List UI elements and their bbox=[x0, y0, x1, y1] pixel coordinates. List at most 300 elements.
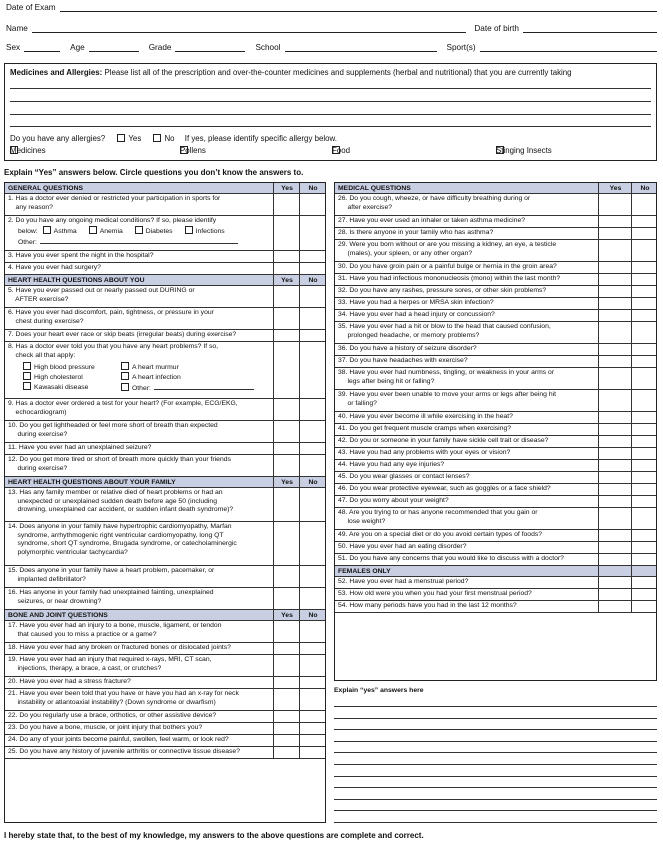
yes-column-label: Yes bbox=[281, 185, 293, 192]
date-of-exam-field[interactable] bbox=[60, 2, 657, 12]
question-text: 48. Are you trying to or has anyone recommended that you gain or lose weight? bbox=[338, 509, 538, 525]
section-title: MEDICAL QUESTIONS bbox=[338, 185, 411, 192]
no-cell[interactable] bbox=[299, 330, 326, 341]
yes-cell[interactable] bbox=[273, 711, 300, 722]
question-row bbox=[335, 496, 656, 508]
school-label: School bbox=[255, 43, 281, 52]
no-cell[interactable] bbox=[631, 356, 658, 367]
no-cell[interactable] bbox=[631, 216, 658, 227]
yes-cell[interactable] bbox=[273, 342, 300, 398]
question-text: 50. Have you ever had an eating disorder? bbox=[338, 543, 467, 550]
question-row bbox=[5, 443, 325, 455]
question-row bbox=[335, 310, 656, 322]
question-text: 45. Do you wear glasses or contact lenses? bbox=[338, 473, 470, 480]
heart-condition-option bbox=[23, 362, 95, 373]
yes-cell[interactable] bbox=[598, 424, 632, 435]
no-column-label: No bbox=[308, 185, 318, 192]
medicines-write-line[interactable] bbox=[10, 88, 651, 89]
allergy-no-checkbox[interactable] bbox=[153, 134, 161, 142]
no-cell[interactable] bbox=[631, 448, 658, 459]
question-text: 47. Do you worry about your weight? bbox=[338, 497, 449, 504]
yes-cell bbox=[273, 183, 300, 193]
no-cell[interactable] bbox=[299, 566, 326, 587]
question-row bbox=[335, 508, 656, 530]
question-row bbox=[335, 240, 656, 262]
question-row bbox=[335, 344, 656, 356]
question-row bbox=[5, 194, 325, 216]
allergy-yes-label: Yes bbox=[128, 134, 142, 143]
question-text: 2. Do you have any ongoing medical conditions? If so, please identify bbox=[8, 217, 217, 224]
question-text: 9. Has a doctor ever ordered a test for your heart? (For example, ECG/EKG, echocardiogram) bbox=[8, 400, 238, 416]
question-text: 42. Do you or someone in your family have sickle cell trait or disease? bbox=[338, 437, 549, 444]
condition-label: Diabetes bbox=[145, 228, 173, 235]
yes-cell[interactable] bbox=[598, 530, 632, 541]
no-cell[interactable] bbox=[299, 308, 326, 329]
question-text: 51. Do you have any concerns that you would like to discuss with a doctor? bbox=[338, 555, 564, 562]
question-text: 14. Does anyone in your family have hypertrophic cardiomyopathy, Marfan syndrome, arrhythmogenic right ventricular cardiomyopathy, long QT syndrome, short QT syndrome, Brugada syndrome, or catecholaminergic polymorphic ventricular tachycardia? bbox=[8, 523, 237, 556]
heart-condition-label: High blood pressure bbox=[34, 364, 95, 371]
yes-cell[interactable] bbox=[598, 216, 632, 227]
yes-column-label: Yes bbox=[281, 479, 293, 486]
no-cell[interactable] bbox=[631, 194, 658, 215]
no-cell[interactable] bbox=[299, 286, 326, 307]
no-cell[interactable] bbox=[299, 251, 326, 262]
allergy-type-label: Stinging Insects bbox=[496, 146, 552, 155]
condition-checkbox[interactable] bbox=[135, 226, 143, 234]
no-cell[interactable] bbox=[299, 655, 326, 676]
no-cell[interactable] bbox=[299, 263, 326, 274]
yes-cell[interactable] bbox=[598, 390, 632, 411]
yes-cell[interactable] bbox=[598, 322, 632, 343]
yes-cell[interactable] bbox=[598, 508, 632, 529]
question-text: 38. Have you ever had numbness, tingling, or weakness in your arms or legs after being hit or falling? bbox=[338, 369, 555, 385]
medicines-intro bbox=[10, 68, 572, 77]
yes-cell[interactable] bbox=[273, 399, 300, 420]
no-cell[interactable] bbox=[299, 588, 326, 609]
question-row bbox=[5, 588, 325, 610]
yes-cell[interactable] bbox=[598, 412, 632, 423]
question-text: 4. Have you ever had surgery? bbox=[8, 264, 101, 271]
allergy-yes-checkbox[interactable] bbox=[117, 134, 125, 142]
no-cell[interactable] bbox=[299, 747, 326, 758]
allergy-note: If yes, please identify specific allergy below. bbox=[184, 134, 337, 143]
yes-cell[interactable] bbox=[273, 330, 300, 341]
below-label: below: bbox=[18, 228, 38, 235]
yes-cell[interactable] bbox=[273, 643, 300, 654]
no-cell[interactable] bbox=[631, 589, 658, 600]
heart-condition-checkbox[interactable] bbox=[121, 372, 129, 380]
no-cell[interactable] bbox=[631, 412, 658, 423]
yes-cell[interactable] bbox=[598, 554, 632, 565]
no-cell[interactable] bbox=[631, 286, 658, 297]
yes-cell[interactable] bbox=[273, 308, 300, 329]
question-text: 53. How old were you when you had your first menstrual period? bbox=[338, 590, 532, 597]
no-cell[interactable] bbox=[631, 496, 658, 507]
sex-field[interactable] bbox=[24, 42, 60, 52]
question-text: 44. Have you had any eye injuries? bbox=[338, 461, 445, 468]
grade-field[interactable] bbox=[175, 42, 245, 52]
heart-condition-checkbox[interactable] bbox=[121, 362, 129, 370]
yes-cell[interactable] bbox=[598, 484, 632, 495]
yes-cell[interactable] bbox=[598, 460, 632, 471]
question-text: 17. Have you ever had an injury to a bone, muscle, ligament, or tendon that caused you to miss a practice or a game? bbox=[8, 622, 222, 638]
question-text: 46. Do you wear protective eyewear, such as goggles or a face shield? bbox=[338, 485, 551, 492]
section-header bbox=[335, 183, 656, 194]
no-cell[interactable] bbox=[299, 342, 326, 398]
yes-cell[interactable] bbox=[598, 262, 632, 273]
no-cell[interactable] bbox=[631, 530, 658, 541]
no-cell bbox=[299, 477, 326, 487]
no-cell[interactable] bbox=[631, 460, 658, 471]
condition-checkbox[interactable] bbox=[185, 226, 193, 234]
explain-write-line[interactable] bbox=[334, 787, 657, 788]
medicines-write-line[interactable] bbox=[10, 114, 651, 115]
no-cell[interactable] bbox=[299, 723, 326, 734]
medicines-write-line[interactable] bbox=[10, 126, 651, 127]
no-cell[interactable] bbox=[631, 436, 658, 447]
no-cell[interactable] bbox=[299, 677, 326, 688]
question-row bbox=[335, 601, 656, 613]
section-title: GENERAL QUESTIONS bbox=[8, 185, 84, 192]
question-row bbox=[335, 554, 656, 566]
heart-condition-option bbox=[23, 382, 88, 393]
heart-condition-label: A heart infection bbox=[132, 374, 181, 381]
question-text: 15. Does anyone in your family have a heart problem, pacemaker, or implanted defibrillator? bbox=[8, 567, 215, 583]
question-row bbox=[335, 577, 656, 589]
question-row bbox=[335, 448, 656, 460]
no-cell[interactable] bbox=[631, 542, 658, 553]
explain-yes-here-label: Explain “yes” answers here bbox=[334, 687, 424, 694]
no-cell[interactable] bbox=[631, 240, 658, 261]
no-cell[interactable] bbox=[299, 421, 326, 442]
question-row bbox=[5, 566, 325, 588]
heart-condition-checkbox[interactable] bbox=[23, 382, 31, 390]
no-cell[interactable] bbox=[631, 274, 658, 285]
explain-write-line[interactable] bbox=[334, 799, 657, 800]
question-row bbox=[335, 274, 656, 286]
question-text: 30. Do you have groin pain or a painful bulge or hernia in the groin area? bbox=[338, 263, 557, 270]
question-row bbox=[5, 308, 325, 330]
question-text: 8. Has a doctor ever told you that you have any heart problems? If so, check all that apply: bbox=[8, 343, 219, 359]
question-row bbox=[335, 368, 656, 390]
no-cell bbox=[299, 610, 326, 620]
section-title: HEART HEALTH QUESTIONS ABOUT YOU bbox=[8, 277, 145, 284]
yes-cell[interactable] bbox=[273, 723, 300, 734]
question-row bbox=[335, 484, 656, 496]
other-label: Other: bbox=[18, 239, 37, 246]
question-text: 19. Have you ever had an injury that required x-rays, MRI, CT scan, injections, therapy, a brace, a cast, or crutches? bbox=[8, 656, 212, 672]
explain-write-line[interactable] bbox=[334, 741, 657, 742]
question-row bbox=[335, 460, 656, 472]
condition-options bbox=[18, 226, 232, 237]
yes-cell[interactable] bbox=[598, 542, 632, 553]
question-text: 25. Do you have any history of juvenile arthritis or connective tissue disease? bbox=[8, 748, 240, 755]
medicines-write-line[interactable] bbox=[10, 101, 651, 102]
no-column-label: No bbox=[308, 277, 318, 284]
no-cell[interactable] bbox=[631, 390, 658, 411]
question-row bbox=[335, 589, 656, 601]
question-row bbox=[5, 677, 325, 689]
question-row bbox=[335, 194, 656, 216]
question-text: 52. Have you ever had a menstrual period? bbox=[338, 578, 469, 585]
no-cell[interactable] bbox=[299, 522, 326, 565]
no-cell[interactable] bbox=[299, 216, 326, 250]
explain-write-line[interactable] bbox=[334, 810, 657, 811]
no-cell[interactable] bbox=[631, 228, 658, 239]
section-title: HEART HEALTH QUESTIONS ABOUT YOUR FAMILY bbox=[8, 479, 176, 486]
medicines-text: Please list all of the prescription and over-the-counter medicines and supplements (herbal and nutritional) that you are currently taking bbox=[104, 68, 572, 77]
no-cell bbox=[299, 275, 326, 285]
yes-cell[interactable] bbox=[598, 194, 632, 215]
question-text: 40. Have you ever become ill while exercising in the heat? bbox=[338, 413, 513, 420]
yes-cell[interactable] bbox=[273, 588, 300, 609]
section-header bbox=[335, 566, 656, 577]
yes-cell[interactable] bbox=[273, 194, 300, 215]
yes-cell[interactable] bbox=[273, 263, 300, 274]
question-row bbox=[335, 412, 656, 424]
yes-cell[interactable] bbox=[273, 747, 300, 758]
sex-label: Sex bbox=[6, 43, 21, 52]
yes-cell[interactable] bbox=[273, 286, 300, 307]
no-cell bbox=[631, 183, 658, 193]
question-row bbox=[335, 298, 656, 310]
explain-write-line[interactable] bbox=[334, 706, 657, 707]
question-text: 1. Has a doctor ever denied or restricted your participation in sports for any reason? bbox=[8, 195, 221, 211]
question-row bbox=[5, 655, 325, 677]
question-text: 3. Have you ever spent the night in the hospital? bbox=[8, 252, 154, 259]
yes-cell[interactable] bbox=[273, 566, 300, 587]
no-column-label: No bbox=[640, 185, 650, 192]
date-of-exam-row bbox=[6, 2, 657, 12]
yes-cell[interactable] bbox=[598, 240, 632, 261]
allergy-type-label: Pollens bbox=[180, 146, 206, 155]
yes-cell[interactable] bbox=[598, 472, 632, 483]
condition-label: Asthma bbox=[53, 228, 77, 235]
explain-write-line[interactable] bbox=[334, 822, 657, 823]
section-title: FEMALES ONLY bbox=[338, 568, 391, 575]
yes-cell[interactable] bbox=[598, 356, 632, 367]
question-row bbox=[5, 421, 325, 443]
no-column-label: No bbox=[308, 479, 318, 486]
question-row bbox=[335, 542, 656, 554]
heart-condition-checkbox[interactable] bbox=[121, 383, 129, 391]
question-row bbox=[335, 216, 656, 228]
yes-column-label: Yes bbox=[281, 277, 293, 284]
name-field[interactable] bbox=[32, 23, 467, 33]
question-row bbox=[335, 472, 656, 484]
heart-condition-option bbox=[121, 362, 179, 373]
question-row bbox=[5, 689, 325, 711]
yes-cell[interactable] bbox=[273, 522, 300, 565]
yes-cell[interactable] bbox=[598, 298, 632, 309]
name-label: Name bbox=[6, 24, 28, 33]
no-cell[interactable] bbox=[299, 455, 326, 476]
no-cell[interactable] bbox=[631, 484, 658, 495]
allergy-type-label: Food bbox=[332, 146, 350, 155]
question-row bbox=[5, 455, 325, 477]
yes-cell[interactable] bbox=[273, 655, 300, 676]
heart-condition-option bbox=[121, 382, 254, 394]
question-row bbox=[335, 424, 656, 436]
question-text: 10. Do you get lightheaded or feel more short of breath than expected during exercise? bbox=[8, 422, 218, 438]
explain-write-line[interactable] bbox=[334, 729, 657, 730]
attestation-statement: I hereby state that, to the best of my knowledge, my answers to the above questions are complete and correct. bbox=[4, 831, 424, 840]
question-text: 21. Have you ever been told that you have or have you had an x-ray for neck instability or atlantoaxial instability? (Down syndrome or dwarfism) bbox=[8, 690, 239, 706]
question-text: 26. Do you cough, wheeze, or have difficulty breathing during or after exercise? bbox=[338, 195, 531, 211]
no-cell bbox=[299, 183, 326, 193]
date-of-exam-label: Date of Exam bbox=[6, 3, 56, 12]
no-cell[interactable] bbox=[631, 577, 658, 588]
question-row bbox=[5, 488, 325, 522]
no-cell[interactable] bbox=[299, 488, 326, 521]
question-text: 23. Do you have a bone, muscle, or joint injury that bothers you? bbox=[8, 724, 203, 731]
question-text: 12. Do you get more tired or short of breath more quickly than your friends during exercise? bbox=[8, 456, 231, 472]
no-cell[interactable] bbox=[299, 735, 326, 746]
yes-cell[interactable] bbox=[273, 735, 300, 746]
question-text: 32. Do you have any rashes, pressure sores, or other skin problems? bbox=[338, 287, 547, 294]
yes-cell[interactable] bbox=[273, 677, 300, 688]
question-row bbox=[5, 251, 325, 263]
name-row bbox=[6, 23, 657, 33]
question-row bbox=[5, 643, 325, 655]
medicines-allergies-box bbox=[4, 63, 657, 161]
yes-cell[interactable] bbox=[598, 228, 632, 239]
no-cell[interactable] bbox=[299, 621, 326, 642]
question-text: 20. Have you ever had a stress fracture? bbox=[8, 678, 131, 685]
no-cell[interactable] bbox=[299, 194, 326, 215]
question-text: 31. Have you had infectious mononucleosis (mono) within the last month? bbox=[338, 275, 561, 282]
explain-write-line[interactable] bbox=[334, 752, 657, 753]
no-cell[interactable] bbox=[299, 643, 326, 654]
question-text: 6. Have you ever had discomfort, pain, tightness, or pressure in your chest during exercise? bbox=[8, 309, 214, 325]
allergy-type-label: Medicines bbox=[10, 146, 46, 155]
no-cell[interactable] bbox=[631, 472, 658, 483]
yes-cell[interactable] bbox=[273, 251, 300, 262]
yes-cell[interactable] bbox=[273, 621, 300, 642]
no-cell[interactable] bbox=[631, 322, 658, 343]
yes-cell[interactable] bbox=[598, 344, 632, 355]
no-cell[interactable] bbox=[631, 508, 658, 529]
medicines-title: Medicines and Allergies: bbox=[10, 68, 103, 77]
question-text: 28. Is there anyone in your family who has asthma? bbox=[338, 229, 494, 236]
yes-cell[interactable] bbox=[598, 496, 632, 507]
yes-cell[interactable] bbox=[598, 286, 632, 297]
dob-label: Date of birth bbox=[474, 24, 519, 33]
no-cell[interactable] bbox=[631, 344, 658, 355]
left-questions-table bbox=[4, 182, 326, 823]
yes-cell[interactable] bbox=[598, 310, 632, 321]
question-text: 34. Have you ever had a head injury or concussion? bbox=[338, 311, 495, 318]
explain-write-line[interactable] bbox=[334, 718, 657, 719]
allergy-question bbox=[10, 134, 337, 143]
section-header bbox=[5, 275, 325, 286]
right-questions-table bbox=[334, 182, 657, 681]
yes-cell[interactable] bbox=[598, 577, 632, 588]
question-text: 5. Have you ever passed out or nearly passed out DURING or AFTER exercise? bbox=[8, 287, 195, 303]
yes-cell[interactable] bbox=[598, 274, 632, 285]
question-row bbox=[5, 399, 325, 421]
yes-cell[interactable] bbox=[598, 601, 632, 612]
no-cell[interactable] bbox=[299, 399, 326, 420]
question-row bbox=[5, 747, 325, 759]
condition-label: Infections bbox=[195, 228, 225, 235]
yes-cell[interactable] bbox=[598, 448, 632, 459]
heart-condition-checkbox[interactable] bbox=[23, 372, 31, 380]
school-field[interactable] bbox=[285, 42, 437, 52]
question-text: 37. Do you have headaches with exercise? bbox=[338, 357, 468, 364]
question-text: 33. Have you had a herpes or MRSA skin infection? bbox=[338, 299, 494, 306]
heart-condition-label: High cholesterol bbox=[34, 374, 83, 381]
sports-field[interactable] bbox=[480, 42, 657, 52]
explain-write-line[interactable] bbox=[334, 764, 657, 765]
no-cell[interactable] bbox=[631, 310, 658, 321]
question-row bbox=[335, 530, 656, 542]
no-cell[interactable] bbox=[631, 298, 658, 309]
yes-cell[interactable] bbox=[273, 455, 300, 476]
grade-label: Grade bbox=[148, 43, 172, 52]
yes-cell bbox=[273, 275, 300, 285]
allergy-no-label: No bbox=[164, 134, 175, 143]
no-cell[interactable] bbox=[299, 689, 326, 710]
question-text: 35. Have you ever had a hit or blow to the head that caused confusion, prolonged headache, or memory problems? bbox=[338, 323, 551, 339]
condition-label: Anemia bbox=[99, 228, 123, 235]
condition-checkbox[interactable] bbox=[43, 226, 51, 234]
no-cell[interactable] bbox=[299, 443, 326, 454]
question-text: 54. How many periods have you had in the last 12 months? bbox=[338, 602, 517, 609]
no-cell[interactable] bbox=[631, 424, 658, 435]
question-row bbox=[5, 342, 325, 399]
yes-cell[interactable] bbox=[273, 488, 300, 521]
heart-condition-label: Kawasaki disease bbox=[34, 384, 89, 391]
no-cell[interactable] bbox=[299, 711, 326, 722]
question-row bbox=[335, 262, 656, 274]
question-text: 41. Do you get frequent muscle cramps when exercising? bbox=[338, 425, 512, 432]
explain-instructions: Explain “Yes” answers below. Circle questions you don’t know the answers to. bbox=[4, 168, 304, 177]
question-row bbox=[5, 522, 325, 566]
no-cell[interactable] bbox=[631, 262, 658, 273]
question-row bbox=[335, 356, 656, 368]
yes-cell bbox=[598, 183, 632, 193]
yes-cell[interactable] bbox=[273, 421, 300, 442]
question-text: 43. Have you had any problems with your eyes or vision? bbox=[338, 449, 511, 456]
no-cell bbox=[631, 566, 658, 576]
heart-other-field[interactable] bbox=[154, 382, 254, 390]
yes-cell[interactable] bbox=[273, 689, 300, 710]
question-text: 18. Have you ever had any broken or fractured bones or dislocated joints? bbox=[8, 644, 231, 651]
question-row bbox=[335, 436, 656, 448]
yes-cell[interactable] bbox=[273, 443, 300, 454]
age-label: Age bbox=[70, 43, 85, 52]
question-text: 13. Has any family member or relative died of heart problems or had an unexpected or unexplained sudden death before age 50 (including drowning, unexplained car accident, or sudden infant death syndrome)? bbox=[8, 489, 234, 514]
dob-field[interactable] bbox=[523, 23, 657, 33]
age-field[interactable] bbox=[89, 42, 139, 52]
yes-column-label: Yes bbox=[281, 612, 293, 619]
condition-checkbox[interactable] bbox=[89, 226, 97, 234]
no-cell[interactable] bbox=[631, 368, 658, 389]
yes-cell[interactable] bbox=[598, 589, 632, 600]
explain-write-line[interactable] bbox=[334, 776, 657, 777]
heart-condition-option bbox=[23, 372, 83, 383]
no-cell[interactable] bbox=[631, 554, 658, 565]
sex-row bbox=[6, 42, 657, 52]
no-column-label: No bbox=[308, 612, 318, 619]
other-field[interactable] bbox=[40, 236, 238, 244]
yes-cell[interactable] bbox=[273, 216, 300, 250]
yes-cell[interactable] bbox=[598, 436, 632, 447]
yes-cell[interactable] bbox=[598, 368, 632, 389]
no-cell[interactable] bbox=[631, 601, 658, 612]
heart-condition-checkbox[interactable] bbox=[23, 362, 31, 370]
